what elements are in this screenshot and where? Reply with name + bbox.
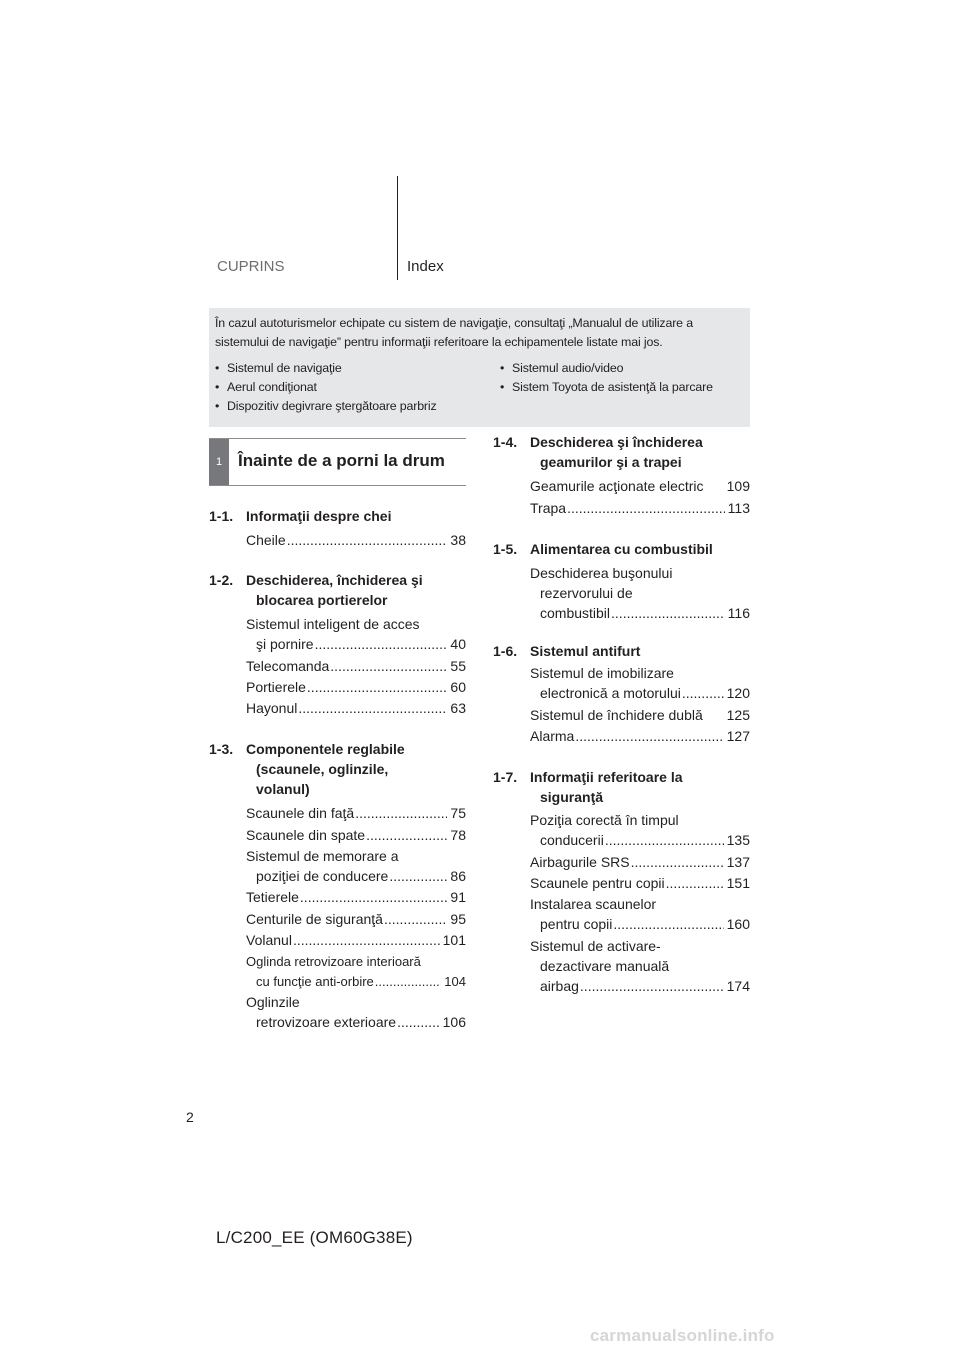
toc-entry[interactable]: Deschiderea buşonului rezervorului de combustibil ..... 116 bbox=[530, 563, 750, 623]
watermark: carmanualsonline.info bbox=[590, 1326, 775, 1345]
toc-heading-1-7[interactable]: 1-7. Informaţii referitoare la siguranţă bbox=[493, 769, 683, 805]
section-rule-bottom bbox=[209, 485, 466, 486]
toc-entry[interactable]: Instalarea scaunelor pentru copii ..... 160 bbox=[530, 894, 750, 934]
notice-bullet: • Aerul condiţionat bbox=[215, 380, 317, 394]
section-title: Înainte de a porni la drum bbox=[238, 451, 445, 470]
toc-entry[interactable]: Sistemul de imobilizare electronică a motorului ..... 120 bbox=[530, 663, 750, 703]
nav-divider bbox=[397, 176, 398, 280]
toc-entry[interactable]: Cheile ..... 38 bbox=[246, 530, 466, 550]
toc-heading-1-5[interactable]: 1-5. Alimentarea cu combustibil bbox=[493, 541, 713, 557]
link-index[interactable]: Index bbox=[407, 258, 444, 275]
toc-entry[interactable]: Airbagurile SRS ..... 137 bbox=[530, 852, 750, 872]
notice-bullets-right bbox=[500, 359, 713, 397]
notice-bullet: • Dispozitiv degivrare ştergătoare parbriz bbox=[215, 399, 437, 413]
toc-entry[interactable]: Telecomanda ..... 55 bbox=[246, 656, 466, 676]
toc-entry[interactable]: Portierele ..... 60 bbox=[246, 677, 466, 697]
page-number: 2 bbox=[186, 1109, 194, 1125]
link-cuprins[interactable]: CUPRINS bbox=[217, 258, 285, 275]
toc-entry[interactable]: Sistemul de închidere dublă 125 bbox=[530, 707, 750, 723]
toc-entry[interactable]: Oglinda retrovizoare interioară cu funcţie anti-orbire ..... 104 bbox=[246, 952, 466, 992]
toc-heading-1-1[interactable]: 1-1. Informaţii despre chei bbox=[209, 508, 392, 524]
toc-entry[interactable]: Sistemul de activare- dezactivare manuală airbag ..... 174 bbox=[530, 936, 750, 996]
navigation-notice-text: În cazul autoturismelor echipate cu sistem de navigaţie, consultaţi „Manualul de utilizare a sistemului de navigaţie” pentru informaţii referitoare la echipamentele listate mai jos. bbox=[215, 316, 693, 349]
notice-bullet: • Sistem Toyota de asistenţă la parcare bbox=[500, 380, 713, 394]
toc-heading-1-4[interactable]: 1-4. Deschiderea şi închiderea geamurilor şi a trapei bbox=[493, 434, 703, 470]
toc-entry[interactable]: Sistemul de memorare a poziţiei de conducere ..... 86 bbox=[246, 846, 466, 886]
toc-entry[interactable]: Hayonul ..... 63 bbox=[246, 698, 466, 718]
toc-entry[interactable]: Alarma ..... 127 bbox=[530, 726, 750, 746]
toc-heading-1-2[interactable]: 1-2. Deschiderea, închiderea şi blocarea portierelor bbox=[209, 572, 423, 608]
toc-entry[interactable]: Centurile de siguranţă ..... 95 bbox=[246, 909, 466, 929]
section-number-tab: 1 bbox=[209, 439, 229, 485]
toc-entry[interactable]: Scaunele din spate ..... 78 bbox=[246, 825, 466, 845]
toc-entry[interactable]: Sistemul inteligent de acces şi pornire ..... 40 bbox=[246, 614, 466, 654]
toc-entry[interactable]: Oglinzile retrovizoare exterioare ..... 106 bbox=[246, 992, 466, 1032]
section-rule-top bbox=[209, 438, 466, 439]
notice-bullet: • Sistemul de navigaţie bbox=[215, 361, 342, 375]
toc-entry[interactable]: Trapa ..... 113 bbox=[530, 498, 750, 518]
toc-entry[interactable]: Tetierele ..... 91 bbox=[246, 887, 466, 907]
toc-entry[interactable]: Scaunele pentru copii ..... 151 bbox=[530, 873, 750, 893]
toc-entry[interactable]: Volanul ..... 101 bbox=[246, 930, 466, 950]
toc-entry[interactable]: Scaunele din faţă ..... 75 bbox=[246, 803, 466, 823]
toc-heading-1-6[interactable]: 1-6. Sistemul antifurt bbox=[493, 643, 641, 659]
toc-entry[interactable]: Poziţia corectă în timpul conducerii ..... 135 bbox=[530, 810, 750, 850]
notice-bullets-left bbox=[215, 359, 437, 416]
document-code: L/C200_EE (OM60G38E) bbox=[216, 1228, 413, 1247]
notice-bullet: • Sistemul audio/video bbox=[500, 361, 624, 375]
toc-heading-1-3[interactable]: 1-3. Componentele reglabile (scaunele, oglinzile, volanul) bbox=[209, 741, 405, 797]
toc-entry[interactable]: Geamurile acţionate electric 109 bbox=[530, 478, 750, 494]
